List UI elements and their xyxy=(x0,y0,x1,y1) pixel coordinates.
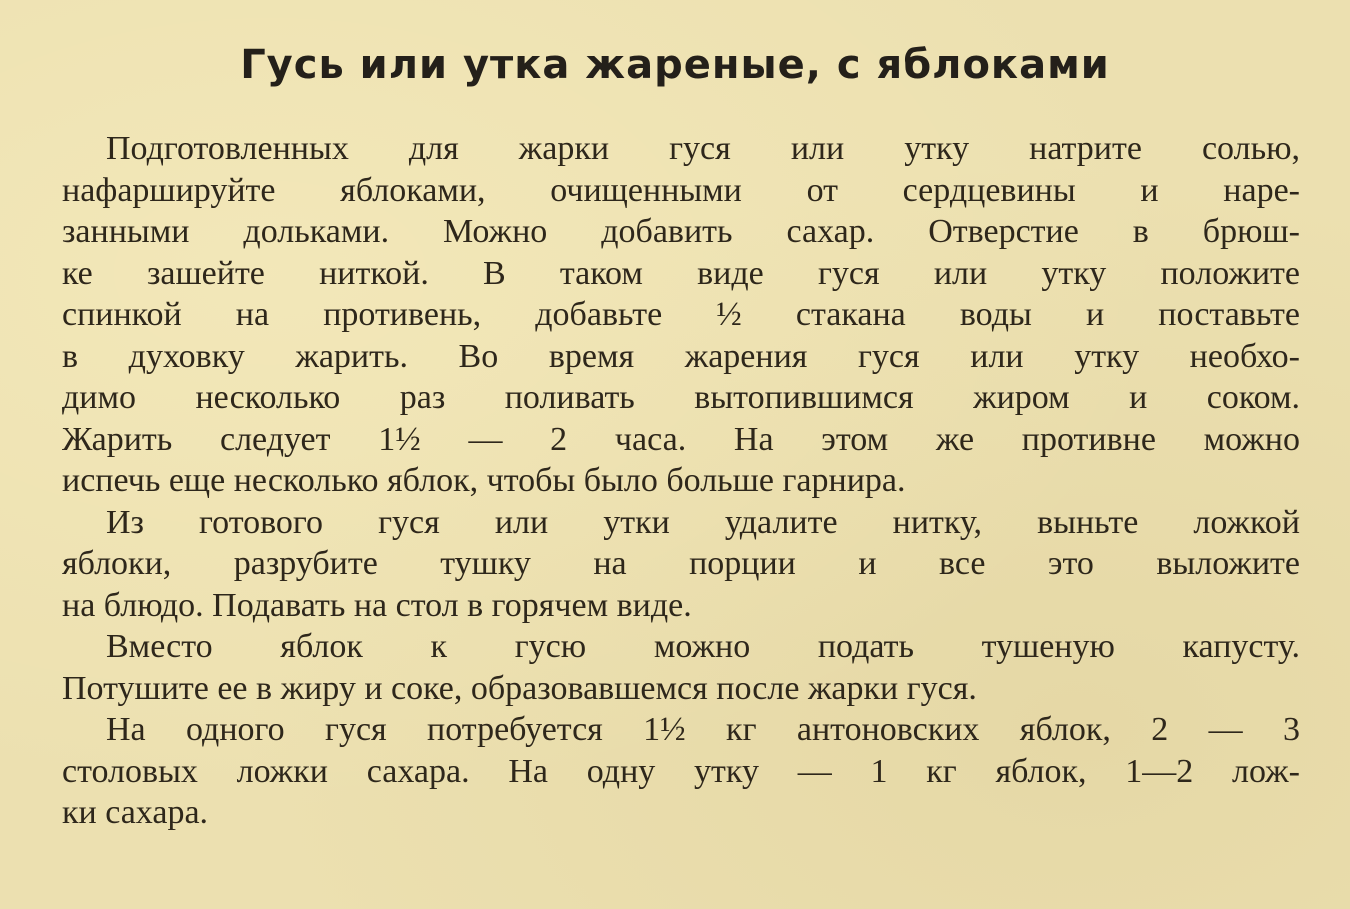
text-line: Подготовленных для жарки гуся или утку натрите солью, xyxy=(106,130,1300,167)
text-line: На одного гуся потребуется 1½ кг антоновских яблок, 2 — 3 xyxy=(106,711,1300,748)
text-line: ки сахара. xyxy=(62,794,209,831)
text-line: столовых ложки сахара. На одну утку — 1 кг яблок, 1—2 лож- xyxy=(62,752,1300,790)
paragraph-serving xyxy=(62,502,1300,627)
text-line: испечь еще несколько яблок, чтобы было больше гарнира. xyxy=(62,462,906,499)
text-line: на блюдо. Подавать на стол в горячем виде. xyxy=(62,586,692,624)
text-line: ке зашейте ниткой. В таком виде гуся или утку положите xyxy=(62,254,1300,292)
text-line: Потушите ее в жиру и соке, образовавшемся после жарки гуся. xyxy=(62,669,977,707)
paragraph-ingredients xyxy=(62,709,1300,834)
text-line: в духовку жарить. Во время жарения гуся или утку необхо- xyxy=(62,337,1300,375)
paragraph-preparation xyxy=(62,128,1300,502)
text-line: димо несколько раз поливать вытопившимся жиром и соком. xyxy=(62,379,1300,416)
text-line: Жарить следует 1½ — 2 часа. На этом же противне можно xyxy=(62,420,1300,458)
paragraph-alternative xyxy=(62,626,1300,709)
text-line: спинкой на противень, добавьте ½ стакана воды и поставьте xyxy=(62,296,1300,333)
text-line: нафаршируйте яблоками, очищенными от сердцевины и наре- xyxy=(62,171,1300,209)
recipe-title: Гусь или утка жареные, с яблоками xyxy=(240,42,1110,88)
text-line: Вместо яблок к гусю можно подать тушеную капусту. xyxy=(106,628,1300,665)
text-line: яблоки, разрубите тушку на порции и все это выложите xyxy=(62,545,1300,582)
text-line: занными дольками. Можно добавить сахар. Отверстие в брюш- xyxy=(62,213,1300,250)
text-line: Из готового гуся или утки удалите нитку, выньте ложкой xyxy=(106,503,1300,541)
recipe-body xyxy=(62,128,1300,834)
